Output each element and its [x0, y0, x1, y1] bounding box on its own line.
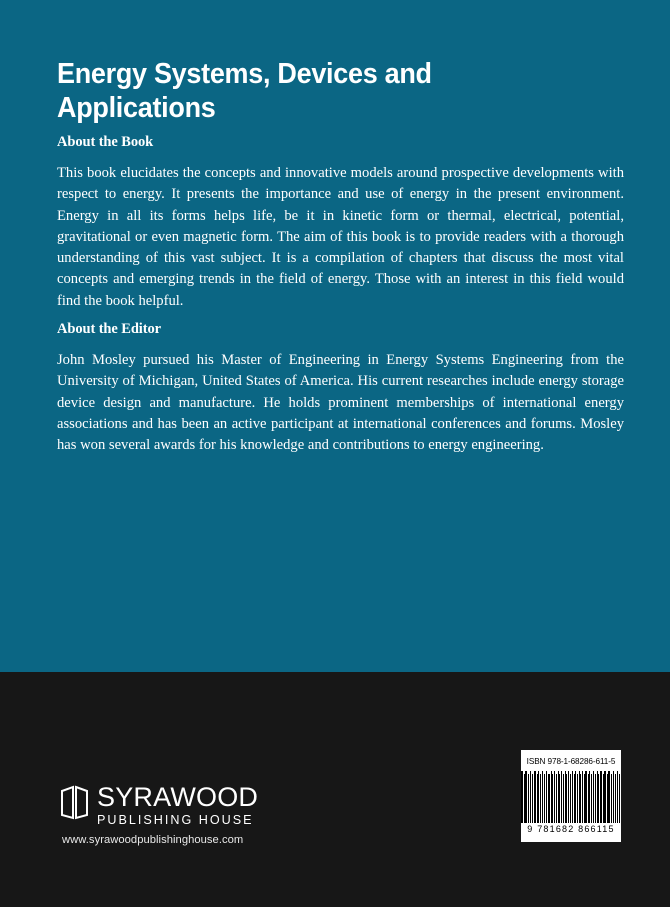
about-the-book-section — [57, 134, 624, 312]
open-book-icon — [60, 784, 90, 822]
about-the-book-text: This book elucidates the concepts and innovative models around prospective developments with respect to energy. It presents the importance and use of energy in the present environment. Energy in all its forms helps life, be it in kinetic form or thermal, electrical, potential, gravitational or even magnetic form. The aim of this book is to provide readers with a thorough understanding of this vast subject. It is a compilation of chapters that discuss the most vital concepts and emerging trends in the field of energy. Those with an interest in this field would find the book helpful. — [57, 165, 624, 309]
about-the-editor-heading: About the Editor — [57, 321, 161, 337]
isbn-label: ISBN 978-1-68286-611-5 — [526, 757, 616, 766]
publisher-website: www.syrawoodpublishinghouse.com — [62, 834, 244, 846]
publisher-logo-row — [60, 784, 320, 828]
publisher-tagline: PUBLISHING HOUSE — [97, 813, 254, 827]
isbn-barcode — [521, 750, 621, 842]
about-the-book-heading: About the Book — [57, 134, 154, 150]
about-the-editor-text: John Mosley pursued his Master of Engineering in Energy Systems Engineering from the University of Michigan, United States of America. His current researches include energy storage device design and manufacture. He holds prominent memberships of international energy associations and has been an active participant at international conferences and forums. Mosley has won several awards for his knowledge and contributions to energy engineering. — [57, 352, 624, 454]
barcode-bars — [521, 771, 621, 823]
publisher-logo-block — [60, 784, 320, 846]
about-the-editor-section — [57, 321, 624, 456]
book-title: Energy Systems, Devices and Applications — [57, 58, 432, 124]
publisher-wordmark — [97, 784, 258, 828]
barcode-digits: 9 781682 866115 — [527, 824, 615, 834]
publisher-name: SYRAWOOD — [97, 782, 259, 812]
